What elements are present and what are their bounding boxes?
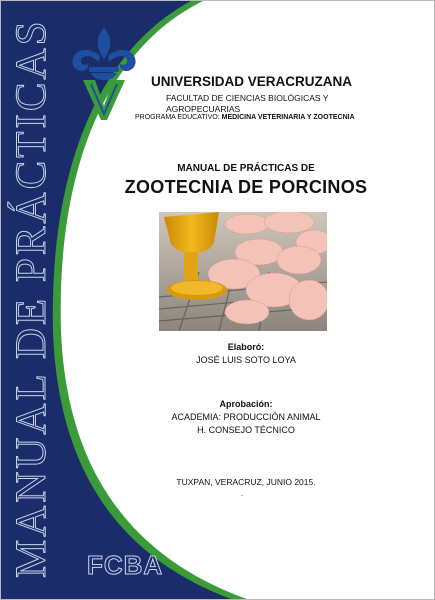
elaboro-label: Elaboró:	[227, 342, 265, 352]
manual-subtitle: MANUAL DE PRÁCTICAS DE	[177, 163, 315, 174]
academia-line: ACADEMIA: PRODUCCIÓN ANIMAL	[171, 412, 321, 422]
program-line	[135, 114, 355, 121]
program-name: MEDICINA VETERINARIA Y ZOOTECNIA	[221, 114, 355, 121]
aprobacion-label: Aprobación:	[219, 399, 273, 409]
faculty-abbreviation: FCBA	[87, 550, 164, 580]
footer-dot: .	[241, 489, 244, 498]
university-logo	[69, 26, 139, 122]
university-name: UNIVERSIDAD VERACRUZANA	[151, 74, 353, 89]
program-label: PROGRAMA EDUCATIVO:	[135, 114, 222, 121]
place-date: TUXPAN, VERACRUZ, JUNIO 2015.	[176, 477, 316, 487]
consejo-line: H. CONSEJO TÉCNICO	[197, 425, 295, 435]
vertical-title: MANUAL DE PRÁCTICAS	[8, 18, 55, 578]
page-title: ZOOTECNIA DE PORCINOS	[124, 177, 368, 197]
faculty-name: FACULTAD DE CIENCIAS BIOLÓGICAS Y AGROPECUARIAS	[166, 93, 329, 114]
author-name: JOSÉ LUIS SOTO LOYA	[196, 355, 296, 365]
pigs-photo	[159, 212, 327, 331]
